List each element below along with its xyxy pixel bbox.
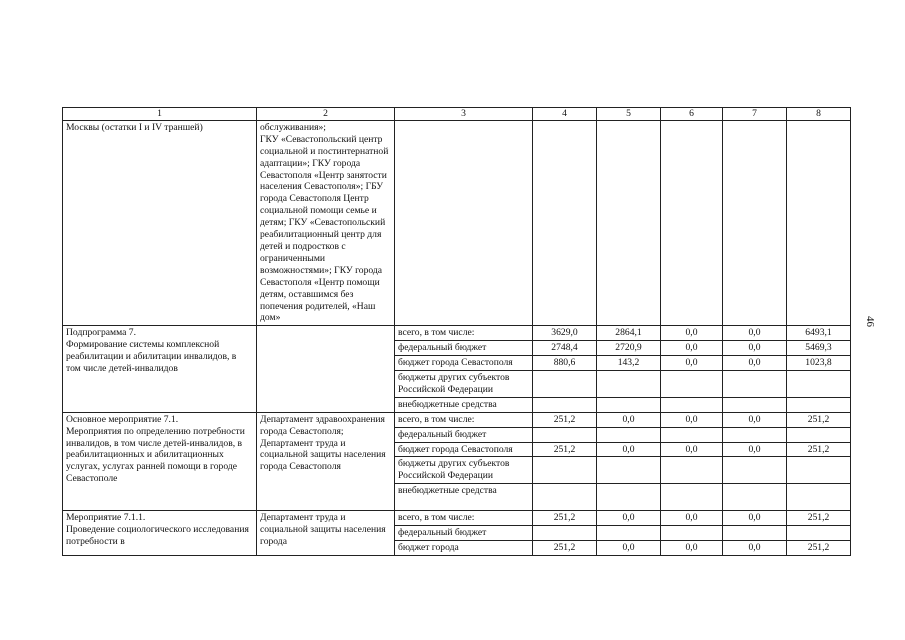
program-name-cell: Основное мероприятие 7.1. Мероприятия по определению потребности инвалидов, в том числе детей-инвалидов, в реабилитационных и абилитационных услугах, услугах ранней помощи в городе Севастополе bbox=[63, 412, 257, 511]
value-cell bbox=[597, 526, 661, 541]
value-cell: 0,0 bbox=[661, 511, 723, 526]
value-cell bbox=[533, 427, 597, 442]
value-cell: 0,0 bbox=[723, 326, 787, 341]
value-cell bbox=[533, 120, 597, 325]
value-cell bbox=[661, 526, 723, 541]
page-number: 46 bbox=[864, 316, 876, 327]
value-cell bbox=[787, 397, 851, 412]
value-cell bbox=[661, 397, 723, 412]
value-cell bbox=[787, 120, 851, 325]
program-name-cell: Подпрограмма 7. Формирование системы комплексной реабилитации и абилитации инвалидов, в том числе детей-инвалидов bbox=[63, 326, 257, 412]
value-cell: 2864,1 bbox=[597, 326, 661, 341]
funding-source-cell: внебюджетные средства bbox=[395, 484, 533, 511]
column-header: 6 bbox=[661, 108, 723, 121]
value-cell: 1023,8 bbox=[787, 356, 851, 371]
funding-source-cell: федеральный бюджет bbox=[395, 427, 533, 442]
value-cell: 0,0 bbox=[661, 541, 723, 556]
program-name-cell: Мероприятие 7.1.1. Проведение социологического исследования потребности в bbox=[63, 511, 257, 556]
value-cell: 0,0 bbox=[661, 356, 723, 371]
value-cell: 0,0 bbox=[597, 412, 661, 427]
value-cell bbox=[661, 457, 723, 484]
value-cell bbox=[787, 526, 851, 541]
value-cell bbox=[533, 526, 597, 541]
value-cell bbox=[597, 484, 661, 511]
program-name-cell: Москвы (остатки I и IV траншей) bbox=[63, 120, 257, 325]
value-cell bbox=[723, 457, 787, 484]
funding-source-cell: бюджет города bbox=[395, 541, 533, 556]
value-cell bbox=[661, 484, 723, 511]
value-cell: 251,2 bbox=[787, 442, 851, 457]
funding-source-cell: федеральный бюджет bbox=[395, 526, 533, 541]
column-header: 3 bbox=[395, 108, 533, 121]
value-cell bbox=[661, 371, 723, 398]
value-cell: 0,0 bbox=[597, 442, 661, 457]
header-row bbox=[63, 108, 851, 121]
value-cell: 251,2 bbox=[533, 511, 597, 526]
funding-source-cell bbox=[395, 120, 533, 325]
value-cell: 251,2 bbox=[533, 442, 597, 457]
value-cell bbox=[661, 427, 723, 442]
value-cell: 0,0 bbox=[661, 442, 723, 457]
value-cell: 251,2 bbox=[787, 511, 851, 526]
value-cell bbox=[723, 371, 787, 398]
value-cell bbox=[533, 371, 597, 398]
value-cell: 0,0 bbox=[661, 326, 723, 341]
value-cell: 0,0 bbox=[723, 356, 787, 371]
funding-source-cell: федеральный бюджет bbox=[395, 341, 533, 356]
value-cell bbox=[723, 120, 787, 325]
column-header: 8 bbox=[787, 108, 851, 121]
value-cell bbox=[723, 427, 787, 442]
value-cell bbox=[533, 484, 597, 511]
funding-source-cell: бюджет города Севастополя bbox=[395, 356, 533, 371]
value-cell: 2748,4 bbox=[533, 341, 597, 356]
value-cell: 6493,1 bbox=[787, 326, 851, 341]
value-cell bbox=[787, 371, 851, 398]
funding-source-cell: бюджеты других субъектов Российской Федерации bbox=[395, 371, 533, 398]
event-total-row bbox=[63, 511, 851, 526]
executor-cell: Департамент труда и социальной защиты населения города bbox=[257, 511, 395, 556]
value-cell: 0,0 bbox=[723, 341, 787, 356]
continuation-row bbox=[63, 120, 851, 325]
value-cell bbox=[597, 120, 661, 325]
value-cell: 0,0 bbox=[723, 412, 787, 427]
funding-source-cell: внебюджетные средства bbox=[395, 397, 533, 412]
executor-cell: Департамент здравоохранения города Севастополя; Департамент труда и социальной защиты населения города Севастополя bbox=[257, 412, 395, 511]
value-cell: 0,0 bbox=[597, 511, 661, 526]
funding-table bbox=[62, 107, 851, 556]
value-cell: 0,0 bbox=[597, 541, 661, 556]
value-cell: 0,0 bbox=[723, 442, 787, 457]
value-cell: 251,2 bbox=[533, 541, 597, 556]
column-header: 5 bbox=[597, 108, 661, 121]
executor-cell bbox=[257, 326, 395, 412]
value-cell: 2720,9 bbox=[597, 341, 661, 356]
column-header: 1 bbox=[63, 108, 257, 121]
value-cell bbox=[597, 397, 661, 412]
value-cell bbox=[533, 397, 597, 412]
column-header: 2 bbox=[257, 108, 395, 121]
value-cell: 880,6 bbox=[533, 356, 597, 371]
value-cell: 143,2 bbox=[597, 356, 661, 371]
value-cell bbox=[597, 427, 661, 442]
value-cell bbox=[597, 457, 661, 484]
value-cell bbox=[661, 120, 723, 325]
value-cell bbox=[533, 457, 597, 484]
value-cell: 0,0 bbox=[723, 511, 787, 526]
funding-source-cell: всего, в том числе: bbox=[395, 412, 533, 427]
value-cell bbox=[787, 427, 851, 442]
value-cell: 3629,0 bbox=[533, 326, 597, 341]
value-cell: 0,0 bbox=[661, 341, 723, 356]
value-cell: 0,0 bbox=[661, 412, 723, 427]
value-cell: 5469,3 bbox=[787, 341, 851, 356]
value-cell bbox=[723, 484, 787, 511]
value-cell bbox=[723, 526, 787, 541]
funding-source-cell: бюджеты других субъектов Российской Федерации bbox=[395, 457, 533, 484]
executor-cell: обслуживания»; ГКУ «Севастопольский центр социальной и постинтернатной адаптации»; ГКУ города Севастополя «Центр занятости населения Севастополя»; ГБУ города Севастополя Центр социальной помощи семье и детям; ГКУ «Севастопольский реабилитационный центр для детей и подростков с ограниченными возможностями»; ГКУ города Севастополя «Центр помощи детям, оставшимся без попечения родителей, «Наш дом» bbox=[257, 120, 395, 325]
value-cell: 251,2 bbox=[787, 412, 851, 427]
main-event-total-row bbox=[63, 412, 851, 427]
value-cell: 0,0 bbox=[723, 541, 787, 556]
funding-source-cell: всего, в том числе: bbox=[395, 511, 533, 526]
value-cell bbox=[787, 484, 851, 511]
column-header: 4 bbox=[533, 108, 597, 121]
funding-source-cell: бюджет города Севастополя bbox=[395, 442, 533, 457]
value-cell: 251,2 bbox=[533, 412, 597, 427]
value-cell bbox=[597, 371, 661, 398]
value-cell bbox=[723, 397, 787, 412]
value-cell bbox=[787, 457, 851, 484]
column-header: 7 bbox=[723, 108, 787, 121]
subprogram-total-row bbox=[63, 326, 851, 341]
funding-source-cell: всего, в том числе: bbox=[395, 326, 533, 341]
value-cell: 251,2 bbox=[787, 541, 851, 556]
